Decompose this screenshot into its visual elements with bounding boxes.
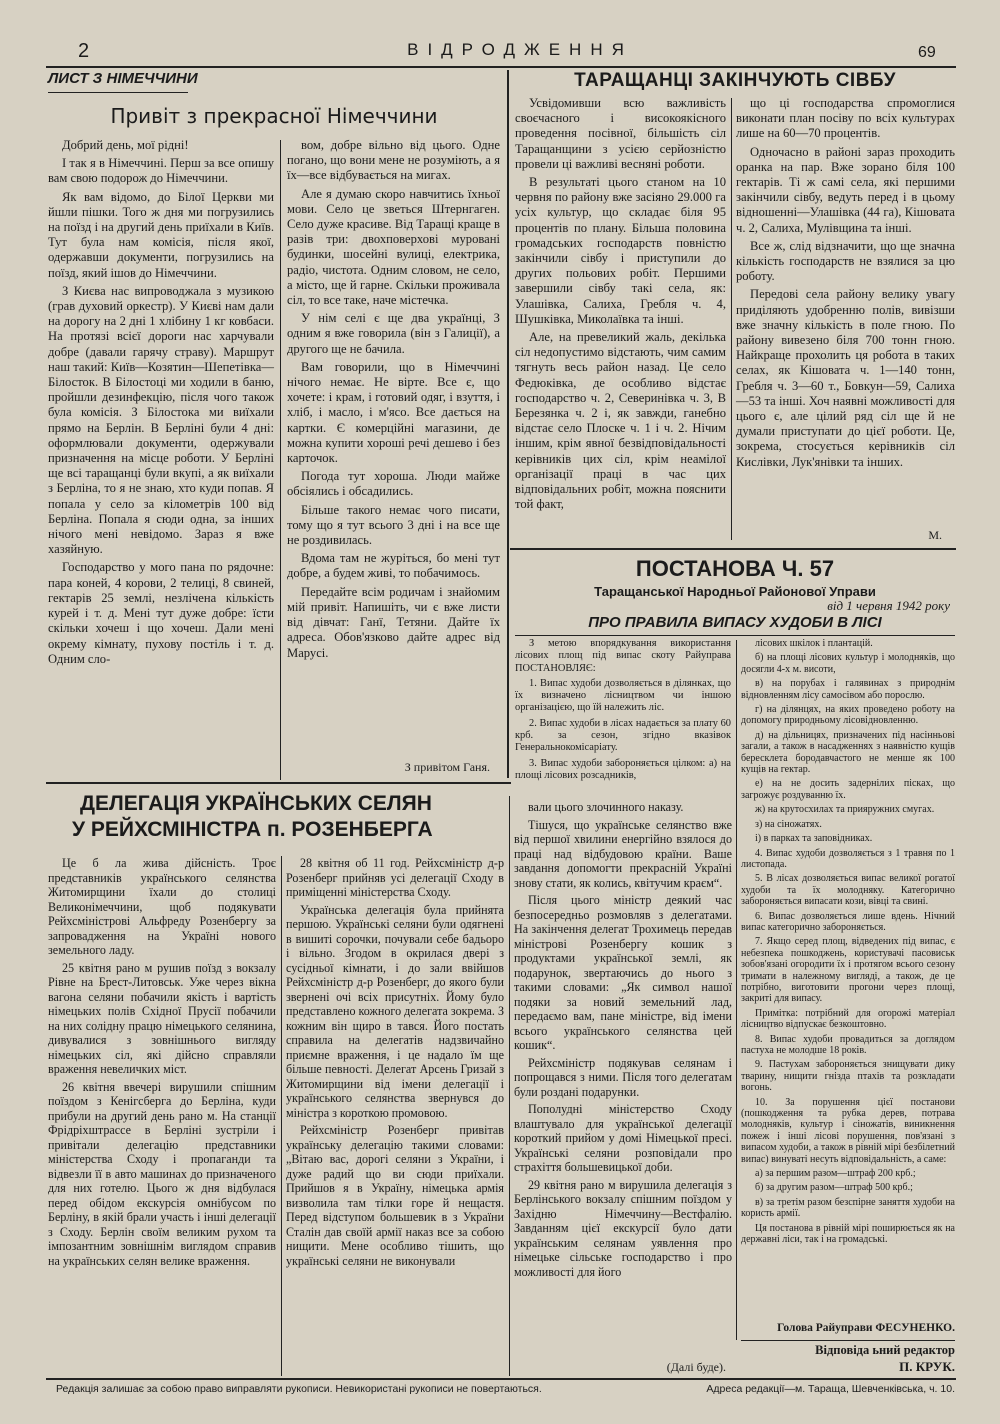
resolution-paragraph: 2. Випас худоби в лісах надається за плату 60 крб. за сезон, згідно вказівок Генеральнокомісаріату.	[515, 717, 731, 754]
delegation-paragraph: вали цього злочинного наказу.	[528, 800, 684, 814]
resolution-paragraph: в) на порубах і галявинах з природнім відновленням лісу самосівом або порослю.	[741, 678, 955, 701]
resolution-paragraph: 6. Випас дозволяється лише вдень. Нічний випас категорично забороняється.	[741, 910, 955, 933]
delegation-column-3	[514, 800, 732, 1282]
resolution-paragraph: Примітка: потрібний для огорожі матеріал лісництво відпускає безкоштовно.	[741, 1007, 955, 1031]
delegation-title-line-2: У РЕЙХСМІНІСТРА п. РОЗЕНБЕРГА	[72, 818, 433, 841]
header-rule	[46, 66, 956, 68]
resolution-paragraph: і) в парках та заповідниках.	[755, 833, 873, 845]
delegation-paragraph: Це б ла жива дійсність. Троє представників українського селянства Житомирщини їхали до столиці Великонімеччини, щоб подякувати Рейхсміністрові Альфреду Розенбергу за запровадження на Україні нового земельного ладу.	[48, 856, 276, 957]
resolution-signature: Голова Райуправи ФЕСУНЕНКО.	[777, 1322, 955, 1334]
resolution-paragraph: Ця постанова в рівній мірі поширюється як на державні ліси, так і на громадські.	[741, 1222, 955, 1246]
letter-paragraph: Вам говорили, що в Німеччині нічого немає. Не вірте. Все є, що хочете: і крам, і готовий одяг, і взуття, і хліб, і масло, і м'ясо. Все дається на картки. Є комерційні магазини, де можна купити хороші речі дешево і без карточок.	[287, 359, 500, 466]
letter-signature: З привітом Ганя.	[404, 760, 490, 774]
resolution-paragraph: 4. Випас худоби дозволяється з 1 травня по 1 листопада.	[741, 847, 955, 870]
letter-title: Привіт з прекрасної Німеччини	[110, 104, 438, 128]
letter-paragraph: Погода тут хороша. Люди майже обсіялись і обсадились.	[287, 469, 500, 499]
letter-paragraph: У нім селі є ще два українці, З одним я вже говорила (він з Галиції), а другого ще не бачила.	[287, 311, 500, 356]
delegation-paragraph: 25 квітня рано м рушив поїзд з вокзалу Рівне на Брест-Литовськ. Уже через вікна вагона селяни побачили якість і вартість німецьких полів Східної Прусії побачили на них солідну працю німецького селянина, дивувалися з зовнішнього вигляду німецьких сіл, які дійсно справляли враження невеличких міст.	[48, 960, 276, 1076]
column-rule	[281, 856, 282, 1376]
letter-column-2	[287, 138, 500, 664]
resolution-paragraph: в) за третім разом безспірне заняття худоби на користь армії.	[741, 1196, 955, 1220]
footer-address: Адреса редакції—м. Тараща, Шевченківська, ч. 10.	[706, 1383, 955, 1395]
footer-rule	[46, 1378, 956, 1380]
letter-paragraph: І так я в Німеччині. Перш за все опишу вам свою подорож до Німеччини.	[48, 156, 274, 186]
letter-column-1	[48, 138, 274, 670]
resolution-paragraph: лісових шкілок і плантацій.	[755, 638, 873, 649]
editor-rule	[741, 1340, 955, 1341]
sowing-paragraph: Усвідомивши всю важливість своєчасного і високоякісного проведення посівної, більшість сіл Таращанщини з усією серйозністю провели ці важливі весняні роботи.	[515, 96, 726, 171]
resolution-heading: ПРО ПРАВИЛА ВИПАСУ ХУДОБИ В ЛІСІ	[588, 614, 882, 631]
column-rule	[280, 140, 281, 780]
sowing-signature: М.	[928, 528, 942, 542]
resolution-paragraph: З метою впорядкування використання лісових площ під випас скоту Райуправа ПОСТАНОВЛЯЄ:	[515, 638, 731, 674]
sowing-column-1	[515, 96, 726, 515]
vertical-divider	[507, 70, 509, 778]
resolution-title: ПОСТАНОВА Ч. 57	[635, 556, 835, 581]
delegation-column-2	[286, 856, 504, 1271]
delegation-paragraph: 28 квітня об 11 год. Рейхсміністр д-р Розенберг прийняв усі делегації Сходу в приміщенні міністерства Сходу.	[286, 856, 504, 899]
resolution-paragraph: 3. Випас худоби забороняється цілком: а) на площі лісових розсадників,	[515, 757, 731, 781]
resolution-paragraph: д) на дільницях, призначених під насінньові загали, а також в насадженнях з наявністю кущів бересклета бородавчастого не менше як 100 кущів на гектар.	[741, 729, 955, 776]
resolution-paragraph: з) на сіножатях.	[755, 818, 822, 830]
column-rule	[731, 98, 732, 540]
section-label: ЛИСТ З НІМЕЧЧИНИ	[48, 70, 198, 87]
sowing-paragraph: Але, на превеликий жаль, декілька сіл недопустимо відстають, чим самим тягнуть весь район назад. Це село Федюківка, де особливо відстає господарство ч. 2, Северинівка ч. 3, В Березянка ч. 2 і, як завжди, ганебно відстає село Плоске ч. 1 і ч. 2. Нічим іншим, крім явної безвідповідальності керівників цих сіл, крім неамілої організації праці в час цих відповідальних робіт, можна пояснити той факт,	[515, 330, 726, 512]
resolution-paragraph: 1. Випас худоби дозволяється в ділянках, що їх визначено лісництвом чи іншою організацією, що їй належить ліс.	[515, 677, 731, 714]
resolution-paragraph: 8. Випас худоби провадиться за доглядом пастуха не молодше 18 років.	[741, 1033, 955, 1056]
sowing-title: ТАРАЩАНЦІ ЗАКІНЧУЮТЬ СІВБУ	[574, 70, 896, 91]
letter-paragraph: Господарство у мого пана по рядочне: пара коней, 4 корови, 2 телиці, 8 свиней, гектарів 25 землі, незлічена кількість курей і т. д. Мені тут дуже добре: їсти скільки хочеш і що хочеш. Дали мені окрему кімнату, пухову постіль і т. д. Одним сло-	[48, 560, 274, 666]
resolution-heading-rule	[515, 635, 955, 636]
resolution-paragraph: е) на не досить задернілих пісках, що загрожує роздуванню їх.	[741, 778, 955, 801]
delegation-continued: (Далі буде).	[666, 1360, 726, 1374]
letter-paragraph: Добрий день, мої рідні!	[62, 138, 189, 152]
resolution-paragraph: б) на площі лісових культур і молодняків, що досягли 4-х м. висоти,	[741, 652, 955, 675]
letter-paragraph: Передайте всім родичам і знайомим мій привіт. Напишіть, чи є вже листи від дівчат: Ганї, Тетяни. Дайте їх адреса. Обов'язково дайте адрес від Марусі.	[287, 584, 500, 660]
masthead: ВІДРОДЖЕННЯ	[407, 40, 633, 59]
delegation-paragraph: Тішуся, що українське селянство вже від першої хвилини енергійно взялося до праці над відбудовою країни. Ваше завдання допомогти прекрасній Україні знову стати, як колись, квітучим краєм“.	[514, 817, 732, 890]
column-rule	[736, 640, 737, 1340]
resolution-paragraph: 5. В лісах дозволяється випас великої рогатої худоби та їх молодняку. Категорично забороняється випасати кози, вівці та свині.	[741, 873, 955, 908]
delegation-paragraph: 29 квітня рано м вирушила делегація з Берлінського вокзалу спішним поїздом у Західню Німеччину—Вестфалію. Завданням цієї екскурсії було дати українським селянам уявлення про німецьке сільське господарство і про можливості для його	[514, 1177, 732, 1279]
page-number-left: 2	[78, 40, 90, 62]
letter-paragraph: Але я думаю скоро навчитись їхньої мови. Село це зветься Штернгаген. Село дуже красиве. Від Таращі краще в разів три: двохповерхові муровані будинки, шосейні вулиці, електрика, радіо, чистота. Одним словом, не село, а місто, ще й гарне. Скільки проживала сіл, то все таке, наче містечка.	[287, 186, 500, 308]
column-rule	[509, 796, 510, 1376]
delegation-paragraph: Українська делегація була прийнята першою. Українські селяни були одягнені в вишиті сорочки, почували себе бадьоро і вільно. Згодом в окрилася двері з сусідньої кімнати, і до зали ввійшов Рейхсміністр д-р Розенберг, до якого були звернені очі всіх присутніх. Йому було представлено кожного делегата зокрема. З кожним він щиро в тався. Його постать справила на делегатів надзвичайно приємне враження, і це надало їм ще більше певності. Делегат Арсень Гризай з Житомирщини від імени делегації і українського селянства звернувся до міністра з короткою промовою.	[286, 902, 505, 1120]
resolution-paragraph: 10. За порушення цієї постанови (пошкодження та рубка дерев, потрава молодняків, культур і сіножатів, виникнення пожеж і інші лісові порушення, пов'язані з випасом худоби, а також в рівній мірі безбілетний випас) винуваті несуть відповідальність, а саме:	[741, 1096, 955, 1165]
section-label-underline	[48, 92, 188, 93]
sowing-paragraph: В результаті цього станом на 10 червня по району вже засіяно 29.000 га усіх культур, що складає біля 95 процентів по плану. Більша половина громадських господарств повністю закінчили сівбу і приступили до других польових робіт. Першими завершили сівбу такі села, як: Улашівка, Салиха, Гребля ч. 4, Шушківка, Миколаївка та інші.	[515, 175, 726, 326]
delegation-column-1	[48, 856, 276, 1271]
resolution-paragraph: 9. Пастухам забороняється знищувати дику тварину, нищити гнізда птахів та розкладати вогонь.	[741, 1059, 955, 1094]
sowing-column-2	[736, 96, 955, 473]
sowing-paragraph: Одночасно в районі зараз проходить оранка на пар. Вже зорано біля 100 гектарів. Ті ж самі села, які першими закінчили сівбу, ведуть перед і в цьому відношенні—Улашівка (44 га), Кішовата ч. 2, Салиха, Мулівщина та інші.	[736, 144, 955, 235]
resolution-paragraph: а) за першим разом—штраф 200 крб.;	[755, 1168, 916, 1180]
editor-name: П. КРУК.	[899, 1359, 955, 1374]
resolution-date: від 1 червня 1942 року	[827, 598, 950, 613]
delegation-paragraph: Рейхсміністр подякував селянам і попрощався з ними. Після того делегатам були роздані подарунки.	[514, 1055, 732, 1099]
letter-paragraph: Як вам відомо, до Білої Церкви ми йшли пішки. Того ж дня ми погрузились на поїзд і на другий день приїхали в Київ. Тут була нам комісія, після якої, одержавши документи, погрузились на поїзд, який ішов до Німеччини.	[48, 189, 274, 280]
sowing-paragraph: що ці господарства спромоглися виконати план посіву по всіх культурах лише на 60—70 процентів.	[736, 96, 955, 141]
resolution-paragraph: г) на ділянцях, на яких проведено роботу на допомогу природньому лісовідновленню.	[741, 704, 955, 727]
delegation-paragraph: Рейхсміністр Розенберг привітав українську делегацію такими словами: „Вітаю вас, дорогі селяни з України, і дуже радий що ви сюди приїхали. Прийшов я в Україну, німецька армія визволила там тілки горе й нещастя. Перед відступом большевик в з України Сталін дав своїй армії наказ все за собою нищити. Мене особливо тішить, що українські селяни не виконували	[286, 1123, 504, 1268]
section-rule	[46, 782, 511, 784]
delegation-paragraph: 26 квітня ввечері вирушили спішним поїздом з Кенігсберга до Берліна, куди прибули на другий день рано м. На станції Фрідріхштрассе в Берліні зустріли і привітали делегацію представники міністерства Сходу і пропаганди та відвезли її в авто машинах до призначеного для них готелю. Цього ж дня відбулася перед обідом екскурсія омнібусом по Берліну, в якій брали участь і інші делегації з Сходу. Берлін своїм великим рухом та імпозантним зовнішнім виглядом справив на українських селян велике враження.	[48, 1079, 276, 1268]
letter-paragraph: Вдома там не журіться, бо мені тут добре, а будем живі, то побачимось.	[287, 551, 500, 581]
resolution-column-2	[741, 638, 955, 1249]
delegation-title-line-1: ДЕЛЕГАЦІЯ УКРАЇНСЬКИХ СЕЛЯН	[80, 792, 432, 815]
sowing-paragraph: Все ж, слід відзначити, що ще значна кількість господарств не взялися за цю роботу.	[736, 238, 955, 284]
letter-paragraph: вом, добре вільно від цього. Одне погано, що вони мене не розуміють, а я їх—все відбувається на мигах.	[287, 138, 500, 183]
section-rule	[510, 548, 956, 550]
letter-paragraph: Більше такого немає чого писати, тому що я тут всього 3 дні і на все ще не роздивилась.	[287, 502, 500, 548]
resolution-subtitle: Таращанської Народньої Районової Управи	[594, 584, 876, 599]
delegation-paragraph: Пополудні міністерство Сходу влаштувало для української делегації короткий прийом у домі Німецької пресі. Українські селяни розповідали про страхіття большевицької доби.	[514, 1102, 732, 1174]
editor-label: Відповіда ьний редактор	[815, 1343, 955, 1357]
page-number-right: 69	[918, 44, 936, 61]
delegation-paragraph: Після цього міністр деякий час безпосередньо розмовляв з делегатами. На закінчення делегат Трохимець передав міністрові Розенбергу кошик з продуктами української землі, як подарунок, звертаючись до нього з такими словами: „Як символ нашої подяки за новий земельний лад, передаємо вам, пане міністре, від імени всього українського селянства цей кошик“.	[514, 893, 732, 1052]
resolution-paragraph: б) за другим разом—штраф 500 крб.;	[755, 1182, 913, 1194]
resolution-paragraph: ж) на крутосхилах та прияружних смугах.	[755, 804, 935, 816]
resolution-column-1	[515, 638, 731, 785]
sowing-paragraph: Передові села району велику увагу приділяють удобренню полів, вивізши вже значну кількість в поле гною. По району вивезено біля 700 тонн гною. Найкраще прохолить ця робота в таких селах, як Кішовата ч. 1—140 тонн, Гребля ч. 3—60 т., Бовкун—59, Салиха—53 та інші. Хоч наявні можливості для цього є, але цілий ряд сіл ще й не думали приступати до цієї роботи. Це, зокрема, стосується керівників сіл Кислівки, Лук'янівки та інших.	[736, 287, 955, 469]
footer-disclaimer: Редакція залишає за собою право виправляти рукописи. Невикористані рукописи не повертаються.	[56, 1383, 542, 1395]
letter-paragraph: З Києва нас випроводжала з музикою (грав духовий оркестр). У Києві нам дали на дорогу на 2 дні 1 хлібину 1 кг ковбаси. На протязі всієї дороги нас харчували добре (давали гарячу страву). Маршрут наш такий: Київ—Козятин—Шепетівка—Білосток. В Білостоці ми ходили в баню, пройшли дезинфекцію, після чого також була комісія. З Білостока ми виїхали прямо на Берлін. В Берліні були 4 дні: оформлювали документи, одержували призначення на місце роботи. У Берліні ще всі таращанці були вкупі, а як виїхали з Берліна, то я не знаю, хто куди попав. Я попала у село за кілометрів 100 від Берліна. Попала я сюди одна, за інших нічого мені невідомо. Зараз я вже хазяйную.	[48, 283, 274, 557]
resolution-paragraph: 7. Якщо серед площ, відведених під випас, є небезпека пошкоджень, користувачі пасовиськ зобов'язані огородити їх і протягом всього сезону тримати в належному вигляді, а також, де це потрібно, виготовити прогони через площі, закриті для випасу.	[741, 936, 955, 1005]
